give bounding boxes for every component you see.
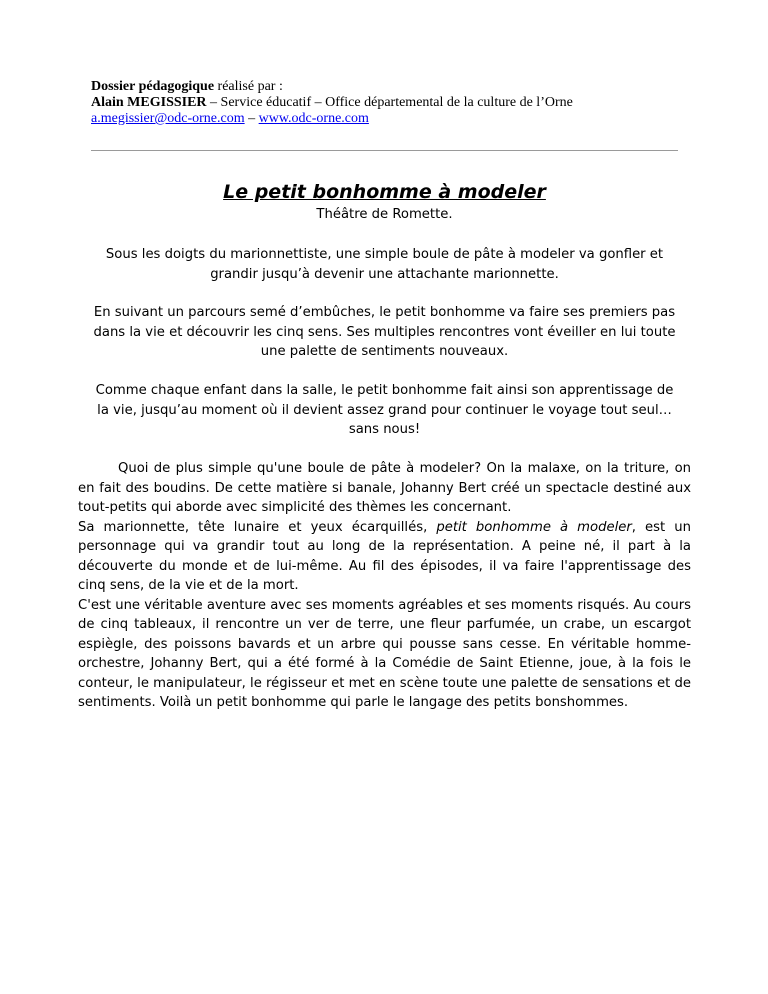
intro-paragraph-2: En suivant un parcours semé d’embûches, le petit bonhomme va faire ses premiers pas dans la vie et découvrir les cinq sens. Ses multiples rencontres vont éveiller en lui toute une palette de sentiments nouveaux. (93, 305, 676, 359)
page-title: Le petit bonhomme à modeler (223, 181, 546, 203)
author-affiliation: – Service éducatif – Office départemental de la culture de l’Orne (206, 95, 573, 110)
dossier-header (91, 79, 691, 127)
email-link[interactable]: a.megissier@odc-orne.com (91, 111, 245, 126)
main-paragraph-1: Quoi de plus simple qu'une boule de pâte à modeler? On la malaxe, on la triture, on en fait des boudins. De cette matière si banale, Johanny Bert créé un spectacle destiné aux tout-petits qui aborde avec simplicité des thèmes les concernant. (78, 461, 691, 515)
header-divider (91, 150, 678, 151)
company-name: Théâtre de Romette. (316, 207, 453, 222)
main-text (78, 459, 691, 713)
header-line-credit (91, 79, 691, 95)
main-paragraph-2-start: Sa marionnette, tête lunaire et yeux écarquillés, (78, 519, 437, 535)
main-paragraph-2-end: , est un personnage qui va grandir tout au long de la représentation. A peine né, il part à la découverte du monde et de lui-même. Au fil des épisodes, il va faire l'apprentissage des cinq sens, de la vie et de la mort. (78, 519, 691, 593)
dossier-label: Dossier pédagogique (91, 79, 215, 94)
intro-paragraph-1: Sous les doigts du marionnettiste, une simple boule de pâte à modeler va gonfler et grandir jusqu’à devenir une attachante marionnette. (105, 247, 664, 282)
dossier-label-rest: réalisé par : (214, 79, 283, 94)
header-line-author (91, 95, 691, 111)
contact-separator: – (244, 111, 259, 126)
website-link[interactable]: www.odc-orne.com (258, 111, 369, 126)
show-title-italic: petit bonhomme à modeler (436, 519, 632, 535)
main-paragraph-3: C'est une véritable aventure avec ses moments agréables et ses moments risqués. Au cours de cinq tableaux, il rencontre un ver de terre, une fleur parfumée, un crabe, un escargot espiègle, des poissons bavards et un arbre qui pousse sans cesse. En véritable homme-orchestre, Johanny Bert, qui a été formé à la Comédie de Saint Etienne, joue, à la fois le conteur, le manipulateur, le régisseur et met en scène toute une palette de sensations et de sentiments. Voilà un petit bonhomme qui parle le langage des petits bonshommes. (78, 597, 691, 710)
header-line-contact (91, 111, 691, 127)
intro-paragraph-3: Comme chaque enfant dans la salle, le petit bonhomme fait ainsi son apprentissage de la vie, jusqu’au moment où il devient assez grand pour continuer le voyage tout seul… sans nous! (95, 383, 674, 437)
author-name: Alain MEGISSIER (91, 95, 207, 110)
